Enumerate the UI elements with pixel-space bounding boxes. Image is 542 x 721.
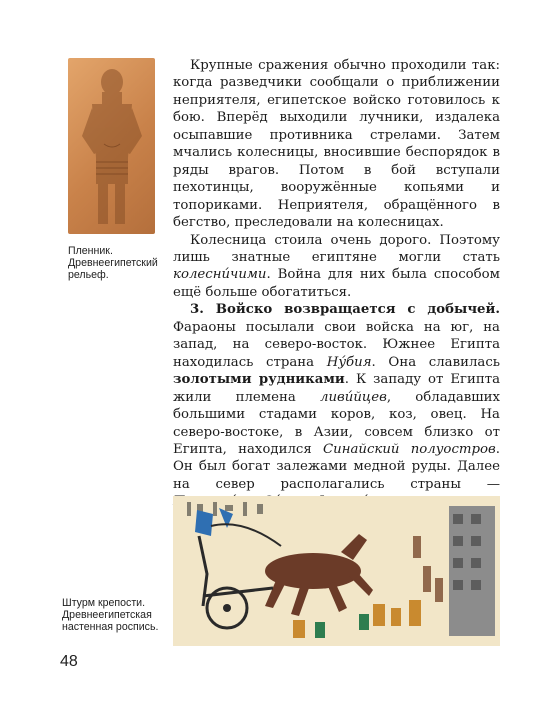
term-sinai: Синайский полуостров bbox=[322, 441, 496, 457]
figure-2-caption: Штурм крепости. Древнеегипетская настенная роспись. bbox=[62, 597, 159, 634]
section-heading: 3. Войско возвращается с добычей. bbox=[190, 302, 500, 318]
page-number: 48 bbox=[60, 653, 78, 670]
text-span: . Он был богат залежами медной руды. Далее на север располагались страны — bbox=[173, 441, 500, 492]
paragraph-chariot bbox=[173, 232, 500, 302]
text-span: , обладавших большими стадами коров, коз, овец. На северо-востоке, в Азии, совсем близко от Египта, находился bbox=[173, 389, 500, 457]
text-span: . К западу от Египта жили племена bbox=[173, 372, 500, 405]
siege-painting-image bbox=[173, 496, 500, 646]
chariot-battle-icon bbox=[173, 496, 500, 646]
term-charioteers: колесни́чими bbox=[173, 267, 267, 283]
paragraph-battles: Крупные сражения обычно проходили так: когда разведчики сообщали о приближении неприятеля, египетское войско готовилось к бою. Вперёд выходили лучники, издалека осыпавшие противника стрелами. Затем мчались колесницы, вносившие беспорядок в ряды врагов. Потом в бой вступали пехотинцы, вооружённые копьями и топориками. Неприятеля, обращённого в бегство, преследовали на колесницах. bbox=[173, 58, 500, 231]
term-libyans: ливи́йцев bbox=[320, 389, 387, 405]
figure-1-caption: Пленник. Древнеегипетский рельеф. bbox=[68, 245, 158, 282]
paragraph-section-3 bbox=[173, 301, 500, 510]
text-span: . Она славилась bbox=[371, 354, 501, 370]
term-gold-mines: золотыми рудниками bbox=[173, 372, 345, 388]
text-span: . Война для них была способом ещё больше обогатиться. bbox=[173, 267, 500, 300]
text-span: Фараоны посылали свои войска на юг, на запад, на северо-восток. Южнее Египта находилась страна bbox=[173, 319, 500, 370]
captive-figure-icon bbox=[68, 58, 155, 234]
text-span: Колесница стоила очень дорого. Поэтому лишь знатные египтяне могли стать bbox=[173, 232, 500, 265]
term-nubia: Ну́бия bbox=[326, 354, 372, 370]
captive-relief-image bbox=[68, 58, 155, 234]
